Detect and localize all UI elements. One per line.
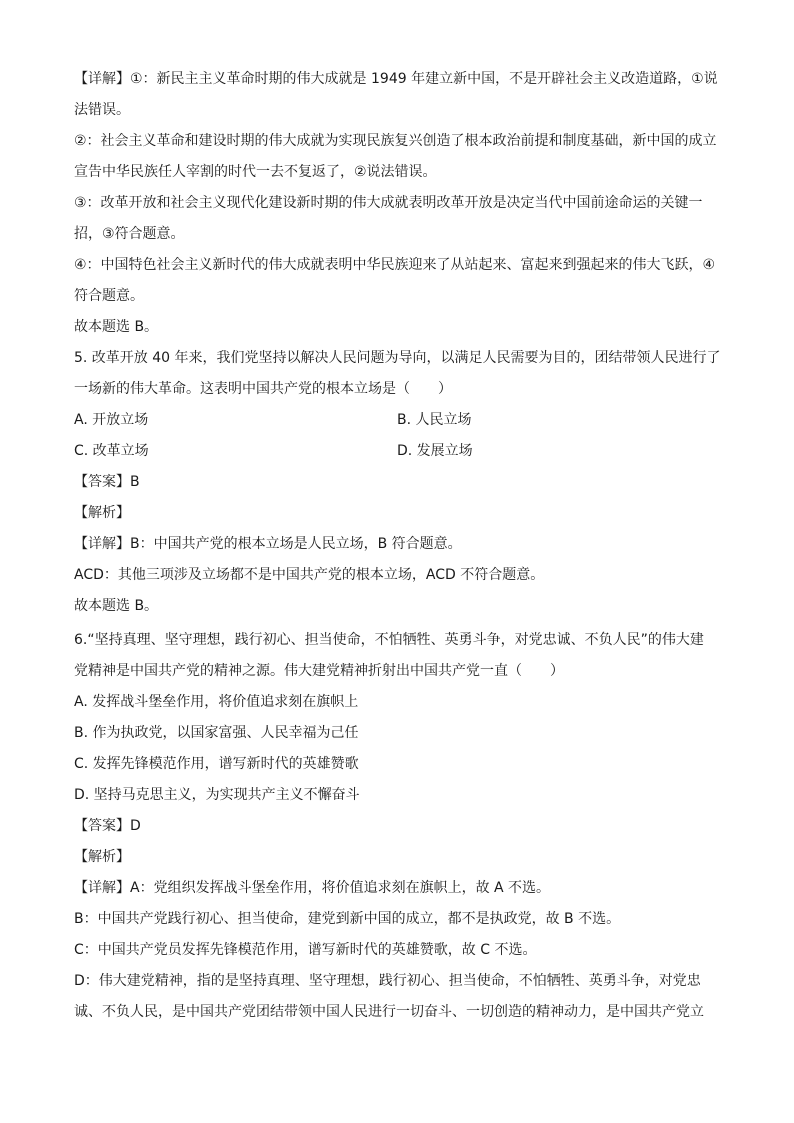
detail-line: B：中国共产党践行初心、担当使命，建党到新中国的成立，都不是执政党，故 B 不选。 bbox=[74, 911, 621, 927]
question-5-option-c: C. 改革立场 bbox=[74, 443, 149, 459]
detail-line: ④：中国特色社会主义新时代的伟大成就表明中华民族迎来了从站起来、富起来到强起来的伟大飞跃，④ bbox=[74, 257, 716, 273]
detail-line: ACD：其他三项涉及立场都不是中国共产党的根本立场，ACD 不符合题意。 bbox=[74, 567, 545, 583]
detail-line: 【详解】①：新民主主义革命时期的伟大成就是 1949 年建立新中国，不是开辟社会主义改造道路，①说 bbox=[74, 71, 718, 87]
question-6-option-c: C. 发挥先锋模范作用，谱写新时代的英雄赞歌 bbox=[74, 756, 359, 772]
detail-line: ③：改革开放和社会主义现代化建设新时期的伟大成就表明改革开放是决定当代中国前途命运的关键一 bbox=[74, 195, 703, 211]
question-5-stem: 一场新的伟大革命。这表明中国共产党的根本立场是（ ） bbox=[74, 381, 452, 397]
analysis-heading: 【解析】 bbox=[74, 849, 130, 865]
detail-line: 【详解】A：党组织发挥战斗堡垒作用，将价值追求刻在旗帜上，故 A 不选。 bbox=[74, 880, 551, 896]
detail-line: 宣告中华民族任人宰割的时代一去不复返了，②说法错误。 bbox=[74, 164, 437, 180]
question-5-stem: 5. 改革开放 40 年来，我们党坚持以解决人民问题为导向，以满足人民需要为目的，团结带领人民进行了 bbox=[74, 350, 721, 366]
answer-line: 【答案】D bbox=[74, 818, 141, 834]
detail-line: 诚、不负人民，是中国共产党团结带领中国人民进行一切奋斗、一切创造的精神动力，是中国共产党立 bbox=[74, 1004, 704, 1020]
question-5-option-d: D. 发展立场 bbox=[397, 443, 473, 459]
conclusion-line: 故本题选 B。 bbox=[74, 319, 159, 335]
detail-line: 招，③符合题意。 bbox=[74, 226, 185, 242]
analysis-heading: 【解析】 bbox=[74, 505, 130, 521]
detail-line: D：伟大建党精神，指的是坚持真理、坚守理想，践行初心、担当使命，不怕牺牲、英勇斗争，对党忠 bbox=[74, 973, 701, 989]
detail-line: 【详解】B：中国共产党的根本立场是人民立场，B 符合题意。 bbox=[74, 536, 462, 552]
question-6-option-a: A. 发挥战斗堡垒作用，将价值追求刻在旗帜上 bbox=[74, 694, 359, 710]
question-6-stem: 党精神是中国共产党的精神之源。伟大建党精神折射出中国共产党一直（ ） bbox=[74, 663, 564, 679]
detail-line: 法错误。 bbox=[74, 102, 130, 118]
answer-line: 【答案】B bbox=[74, 474, 140, 490]
question-6-option-d: D. 坚持马克思主义，为实现共产主义不懈奋斗 bbox=[74, 787, 360, 803]
conclusion-line: 故本题选 B。 bbox=[74, 598, 159, 614]
detail-line: C：中国共产党员发挥先锋模范作用，谱写新时代的英雄赞歌，故 C 不选。 bbox=[74, 942, 537, 958]
question-6-stem: 6.“坚持真理、坚守理想，践行初心、担当使命，不怕牺牲、英勇斗争，对党忠诚、不负人民”的伟大建 bbox=[74, 632, 704, 648]
question-6-option-b: B. 作为执政党，以国家富强、人民幸福为己任 bbox=[74, 725, 359, 741]
question-5-option-b: B. 人民立场 bbox=[397, 412, 472, 428]
detail-line: 符合题意。 bbox=[74, 288, 144, 304]
question-5-option-a: A. 开放立场 bbox=[74, 412, 149, 428]
detail-line: ②：社会主义革命和建设时期的伟大成就为实现民族复兴创造了根本政治前提和制度基础，新中国的成立 bbox=[74, 133, 717, 149]
